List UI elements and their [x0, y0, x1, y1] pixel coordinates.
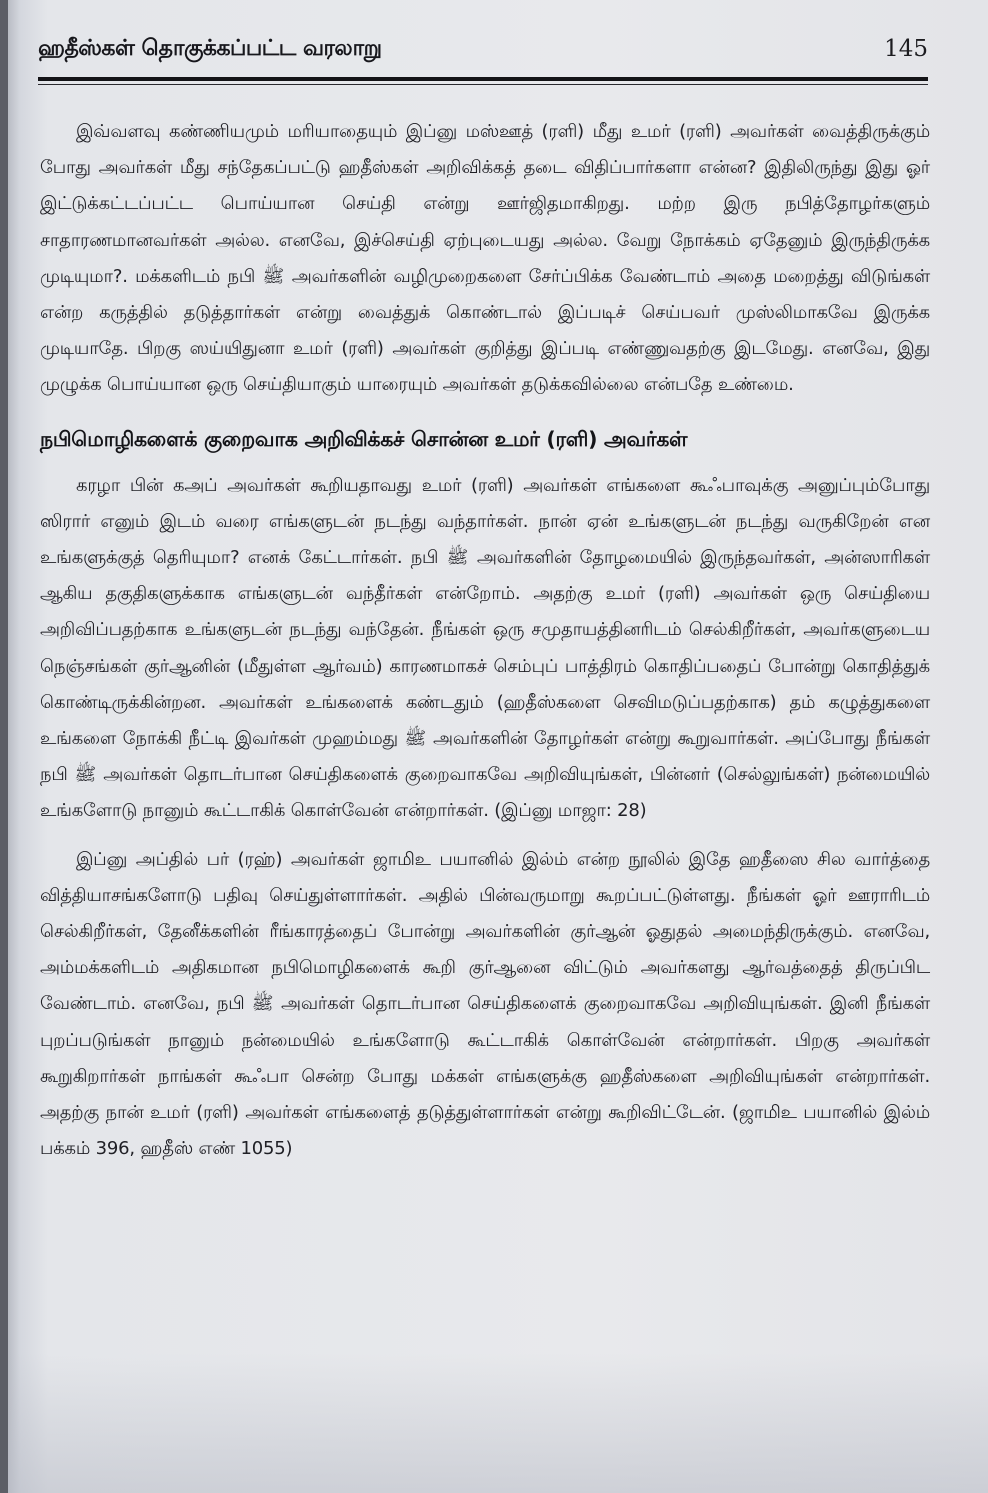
header-rule-thin — [38, 84, 928, 85]
paragraph-2: கரழா பின் கஅப் அவர்கள் கூறியதாவது உமர் (ரளி) அவர்கள் எங்களை கூஃபாவுக்கு அனுப்பும்போது ஸிரார் எனும் இடம் வரை எங்களுடன் நடந்து வந்தார்கள். நான் ஏன் உங்களுடன் நடந்து வருகிறேன் என உங்களுக்குத் தெரியுமா? எனக் கேட்டார்கள். நபி ﷺ அவர்களின் தோழமையில் இருந்தவர்கள், அன்ஸாரிகள் ஆகிய தகுதிகளுக்காக எங்களுடன் வந்தீர்கள் என்றோம். அதற்கு உமர் (ரளி) அவர்கள் ஒரு செய்தியை அறிவிப்பதற்காக உங்களுடன் நடந்து வந்தேன். நீங்கள் ஒரு சமுதாயத்தினரிடம் செல்கிறீர்கள், அவர்களுடைய நெஞ்சங்கள் குர்ஆனின் (மீதுள்ள ஆர்வம்) காரணமாகச் செம்புப் பாத்திரம் கொதிப்பதைப் போன்று கொதித்துக் கொண்டிருக்கின்றன. அவர்கள் உங்களைக் கண்டதும் (ஹதீஸ்களை செவிமடுப்பதற்காக) தம் கழுத்துகளை உங்களை நோக்கி நீட்டி இவர்கள் முஹம்மது ﷺ அவர்களின் தோழர்கள் என்று கூறுவார்கள். அப்போது நீங்கள் நபி ﷺ அவர்கள் தொடர்பான செய்திகளைக் குறைவாகவே அறிவியுங்கள், பின்னர் (செல்லுங்கள்) நன்மையில் உங்களோடு நானும் கூட்டாகிக் கொள்வேன் என்றார்கள். (இப்னு மாஜா: 28) — [40, 474, 931, 822]
page-shadow — [8, 1353, 988, 1493]
running-head: ஹதீஸ்கள் தொகுக்கப்பட்ட வரலாறு — [38, 36, 382, 61]
paragraph-3: இப்னு அப்தில் பர் (ரஹ்) அவர்கள் ஜாமிஉ பயானில் இல்ம் என்ற நூலில் இதே ஹதீஸை சில வார்த்தை வித்தியாசங்களோடு பதிவு செய்துள்ளார்கள். அதில் பின்வருமாறு கூறப்பட்டுள்ளது. நீங்கள் ஓர் ஊராரிடம் செல்கிறீர்கள், தேனீக்களின் ரீங்காரத்தைப் போன்று அவர்களின் குர்ஆன் ஓதுதல் அமைந்திருக்கும். எனவே, அம்மக்களிடம் அதிகமான நபிமொழிகளைக் கூறி குர்ஆனை விட்டும் அவர்களது ஆர்வத்தைத் திருப்பிட வேண்டாம். எனவே, நபி ﷺ அவர்கள் தொடர்பான செய்திகளைக் குறைவாகவே அறிவியுங்கள். இனி நீங்கள் புறப்படுங்கள் நானும் நன்மையில் உங்களோடு கூட்டாகிக் கொள்வேன் என்றார்கள். பிறகு அவர்கள் கூறுகிறார்கள் நாங்கள் கூஃபா சென்ற போது மக்கள் எங்களுக்கு ஹதீஸ்களை அறிவியுங்கள் என்றார்கள். அதற்கு நான் உமர் (ரளி) அவர்கள் எங்களைத் தடுத்துள்ளார்கள் என்று கூறிவிட்டேன். (ஜாமிஉ பயானில் இல்ம் பக்கம் 396, ஹதீஸ் எண் 1055) — [40, 848, 930, 1160]
book-page — [8, 0, 988, 1493]
paragraph-1: இவ்வளவு கண்ணியமும் மரியாதையும் இப்னு மஸ்ஊத் (ரளி) மீது உமர் (ரளி) அவர்கள் வைத்திருக்கும் போது அவர்கள் மீது சந்தேகப்பட்டு ஹதீஸ்கள் அறிவிக்கத் தடை விதிப்பார்களா என்ன? இதிலிருந்து இது ஓர் இட்டுக்கட்டப்பட்ட பொய்யான செய்தி என்று ஊர்ஜிதமாகிறது. மற்ற இரு நபித்தோழர்களும் சாதாரணமானவர்கள் அல்ல. எனவே, இச்செய்தி ஏற்புடையது அல்ல. வேறு நோக்கம் ஏதேனும் இருந்திருக்க முடியுமா?. மக்களிடம் நபி ﷺ அவர்களின் வழிமுறைகளை சேர்ப்பிக்க வேண்டாம் அதை மறைத்து விடுங்கள் என்ற கருத்தில் தடுத்தார்கள் என்று வைத்துக் கொண்டால் இப்படிச் செய்பவர் முஸ்லிமாகவே இருக்க முடியாதே. பிறகு ஸய்யிதுனா உமர் (ரளி) அவர்கள் குறித்து இப்படி எண்ணுவதற்கு இடமேது. எனவே, இது முழுக்க பொய்யான ஒரு செய்தியாகும் யாரையும் அவர்கள் தடுக்கவில்லை என்பதே உண்மை. — [40, 121, 930, 396]
page-header — [38, 32, 928, 92]
paragraph-gap — [40, 830, 930, 842]
header-rule-thick — [38, 77, 928, 81]
page-body — [40, 114, 930, 1167]
section-heading: நபிமொழிகளைக் குறைவாக அறிவிக்கச் சொன்ன உமர் (ரளி) அவர்கள் — [40, 426, 688, 451]
page-number: 145 — [884, 36, 928, 62]
